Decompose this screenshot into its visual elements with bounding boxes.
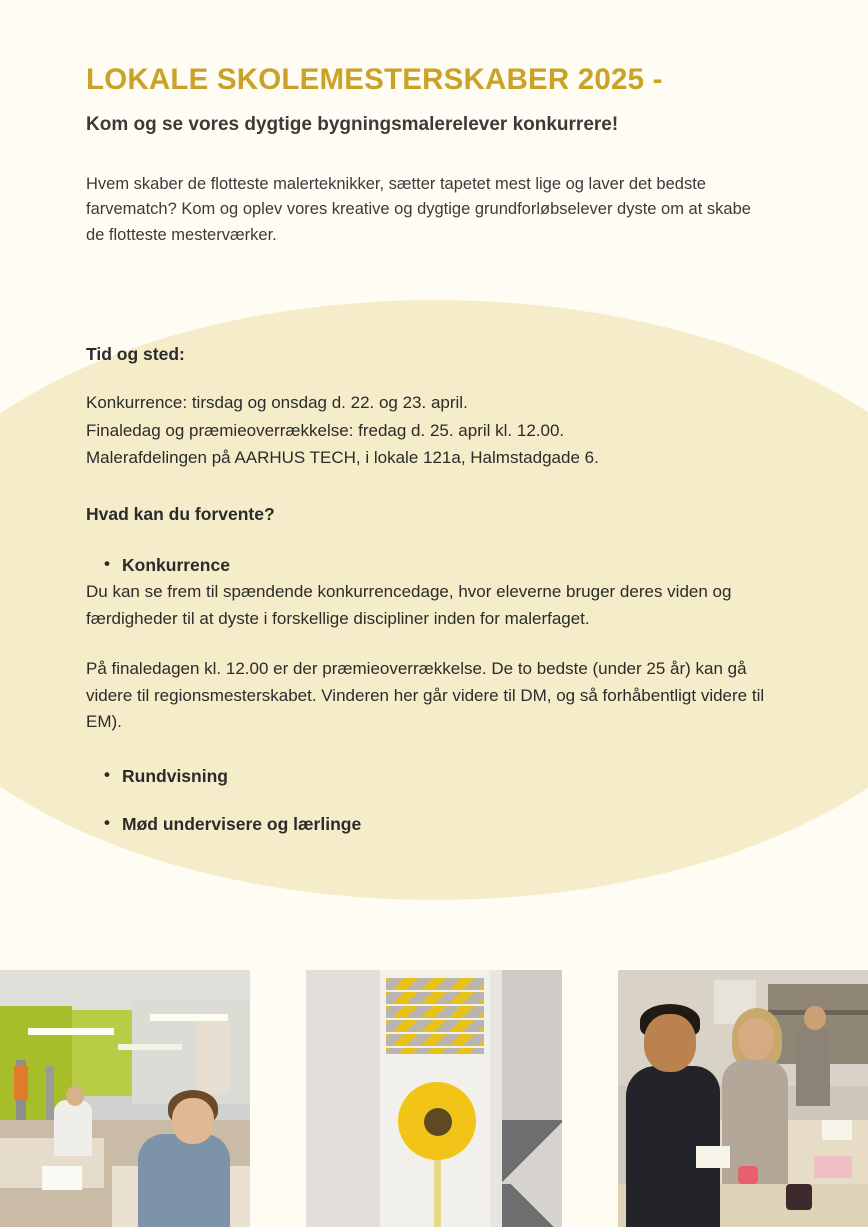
photo-strip xyxy=(0,970,868,1227)
detail-line: Konkurrence: tirsdag og onsdag d. 22. og 23. april. xyxy=(86,393,468,413)
tid-og-sted-heading: Tid og sted: xyxy=(86,344,185,365)
page-subtitle: Kom og se vores dygtige bygningsmalerelever konkurrere! xyxy=(86,113,619,135)
bullet-list xyxy=(86,764,782,789)
forvente-item-undervisere xyxy=(86,812,782,837)
photo-workshop-classroom xyxy=(0,970,250,1227)
konkurrence-paragraph-2: På finaledagen kl. 12.00 er der præmieoverrækkelse. De to bedste (under 25 år) kan gå videre til regionsmesterskabet. Vinderen her går videre til DM, og så forhåbentligt videre til EM). xyxy=(86,659,765,732)
photo-sunflower-mural xyxy=(306,970,562,1227)
photo-students-worktable xyxy=(618,970,868,1227)
page-title: LOKALE SKOLEMESTERSKABER 2025 - xyxy=(86,63,663,96)
list-item: • Mød undervisere og lærlinge xyxy=(122,812,782,837)
intro-paragraph: Hvem skaber de flotteste malerteknikker, sætter tapetet mest lige og laver det bedste farvematch? Kom og oplev vores kreative og dygtige grundforløbselever dyste om at skabe de flotteste mesterværker. xyxy=(86,174,751,244)
list-item: • Rundvisning xyxy=(122,764,782,789)
forvente-item-konkurrence xyxy=(86,553,782,736)
tid-og-sted-details xyxy=(86,389,782,472)
forvente-item-rundvisning xyxy=(86,764,782,789)
detail-line: Finaledag og præmieoverrækkelse: fredag d. 25. april kl. 12.00. xyxy=(86,420,565,440)
bullet-list xyxy=(86,553,782,578)
detail-line: Malerafdelingen på AARHUS TECH, i lokale 121a, Halmstadgade 6. xyxy=(86,448,599,468)
list-item: • Konkurrence xyxy=(122,553,782,578)
bullet-list xyxy=(86,812,782,837)
forvente-heading: Hvad kan du forvente? xyxy=(86,503,275,524)
konkurrence-paragraph-1: Du kan se frem til spændende konkurrencedage, hvor eleverne bruger deres viden og færdigheder til at dyste i forskellige discipliner inden for malerfaget. xyxy=(86,582,732,628)
